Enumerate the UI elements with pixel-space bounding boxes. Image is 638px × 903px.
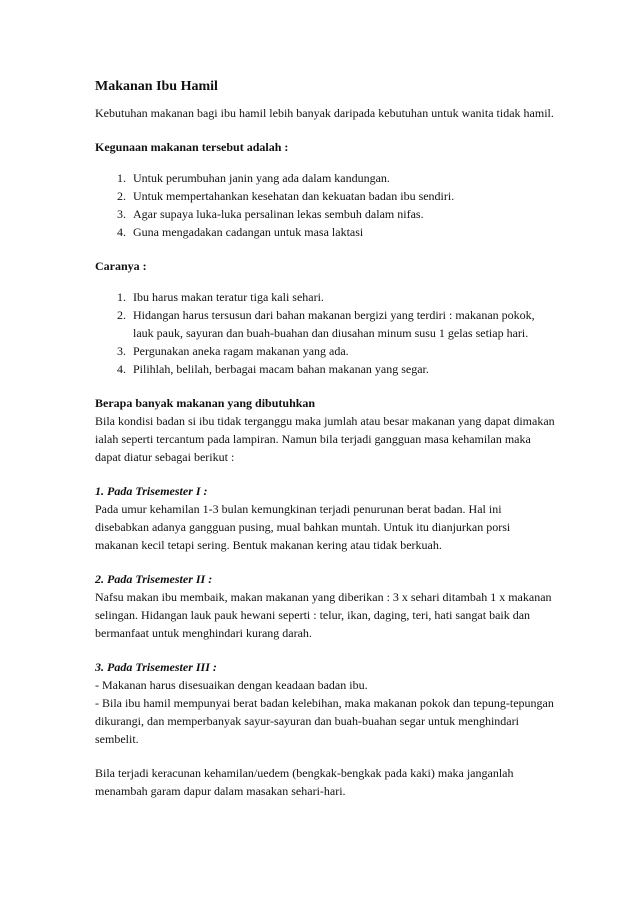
trimester1-paragraph: Pada umur kehamilan 1-3 bulan kemungkinan terjadi penurunan berat badan. Hal ini disebabkan adanya gangguan pusing, mual bahkan muntah. Untuk itu dianjurkan porsi makanan kecil tetapi sering. Bentuk makanan kering atau tidak berkuah. (95, 502, 511, 552)
list-item (95, 205, 555, 223)
intro-paragraph: Kebutuhan makanan bagi ibu hamil lebih banyak daripada kebutuhan untuk wanita tidak hamil. (95, 106, 554, 120)
list-item-text: Hidangan harus tersusun dari bahan makanan bergizi yang terdiri : makanan pokok, lauk pauk, sayuran dan buah-buahan dan diusahan minum susu 1 gelas setiap hari. (133, 308, 535, 340)
list-item-text: Pilihlah, belilah, berbagai macam bahan makanan yang segar. (133, 362, 429, 376)
kegunaan-list (95, 169, 555, 241)
list-item-number: 1. (117, 171, 126, 185)
kegunaan-heading: Kegunaan makanan tersebut adalah : (95, 140, 289, 154)
caranya-list (95, 288, 555, 378)
list-item (95, 360, 555, 378)
list-item-number: 3. (117, 344, 126, 358)
document-page (95, 78, 555, 816)
list-item-number: 2. (117, 308, 126, 322)
list-item-text: Ibu harus makan teratur tiga kali sehari. (133, 290, 324, 304)
document-title: Makanan Ibu Hamil (95, 79, 218, 94)
berapa-paragraph: Bila kondisi badan si ibu tidak terganggu maka jumlah atau besar makanan yang dapat dimakan ialah seperti tercantum pada lampiran. Namun bila terjadi gangguan masa kehamilan maka dapat diatur sebagai berikut : (95, 414, 555, 464)
list-item-text: Guna mengadakan cadangan untuk masa laktasi (133, 225, 364, 239)
list-item-text: Untuk mempertahankan kesehatan dan kekuatan badan ibu sendiri. (133, 189, 455, 203)
trimester2-paragraph: Nafsu makan ibu membaik, makan makanan yang diberikan : 3 x sehari ditambah 1 x makanan selingan. Hidangan lauk pauk hewani seperti : telur, ikan, daging, teri, hati sangat baik dan bermanfaat untuk menghindari kurang darah. (95, 590, 552, 640)
closing-paragraph: Bila terjadi keracunan kehamilan/uedem (bengkak-bengkak pada kaki) maka janganlah menambah garam dapur dalam masakan sehari-hari. (95, 766, 514, 798)
list-item-text: Pergunakan aneka ragam makanan yang ada. (133, 344, 349, 358)
list-item-number: 4. (117, 362, 126, 376)
trimester3-line-1: - Makanan harus disesuaikan dengan keadaan badan ibu. (95, 678, 368, 692)
trimester1-heading: 1. Pada Trisemester I : (95, 484, 208, 498)
list-item (95, 223, 555, 241)
list-item (95, 306, 555, 342)
list-item (95, 187, 555, 205)
list-item-number: 3. (117, 207, 126, 221)
berapa-heading: Berapa banyak makanan yang dibutuhkan (95, 396, 316, 410)
list-item-text: Agar supaya luka-luka persalinan lekas sembuh dalam nifas. (133, 207, 424, 221)
list-item-number: 1. (117, 290, 126, 304)
list-item (95, 288, 555, 306)
list-item (95, 342, 555, 360)
trimester2-heading: 2. Pada Trisemester II : (95, 572, 213, 586)
list-item (95, 169, 555, 187)
trimester3-line-2: - Bila ibu hamil mempunyai berat badan kelebihan, maka makanan pokok dan tepung-tepungan dikurangi, dan memperbanyak sayur-sayuran dan buah-buahan segar untuk menghindari sembelit. (95, 696, 554, 746)
list-item-number: 4. (117, 225, 126, 239)
list-item-number: 2. (117, 189, 126, 203)
trimester3-heading: 3. Pada Trisemester III : (95, 660, 217, 674)
list-item-text: Untuk perumbuhan janin yang ada dalam kandungan. (133, 171, 390, 185)
caranya-heading: Caranya : (95, 259, 147, 273)
